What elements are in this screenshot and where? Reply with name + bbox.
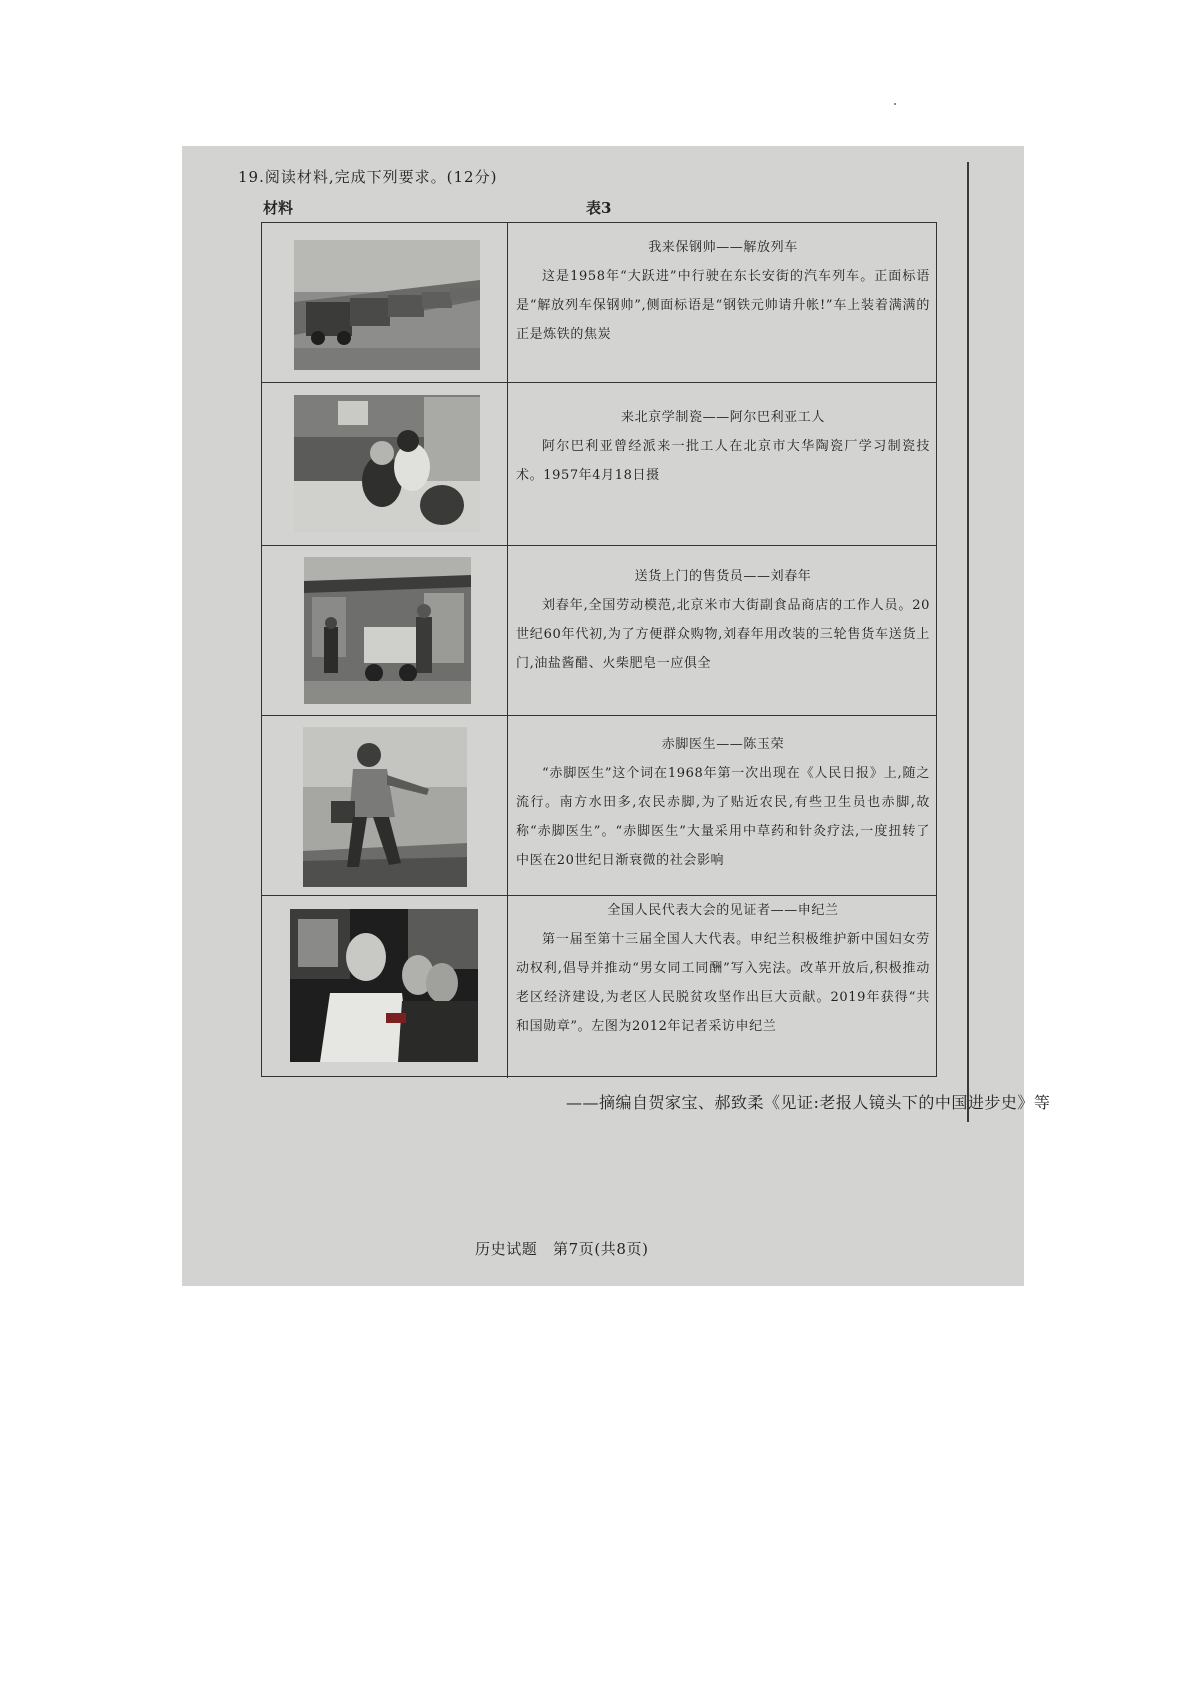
row-body: 这是1958年“大跃进”中行驶在东长安街的汽车列车。正面标语是“解放列车保钢帅”,侧面标语是“钢铁元帅请升帐!”车上装着满满的正是炼铁的焦炭 [516,269,930,342]
row-title: 全国人民代表大会的见证者——申纪兰 [607,903,839,918]
barefoot-doctor-photo [303,727,467,887]
page-margin-rule [967,162,969,1122]
text-cell [516,223,930,382]
interview-photo [290,909,478,1062]
table-row [262,223,936,383]
table-row [262,383,936,546]
row-body: “赤脚医生”这个词在1968年第一次出现在《人民日报》上,随之流行。南方水田多,农民赤脚,为了贴近农民,有些卫生员也赤脚,故称“赤脚医生”。“赤脚医生”大量采用中草药和针灸疗法,一度扭转了中医在20世纪日渐衰微的社会影响 [516,766,930,868]
source-citation: ——摘编自贺家宝、郝致柔《见证:老报人镜头下的中国进步史》等 [566,1093,1051,1112]
row-body: 第一届至第十三届全国人大代表。申纪兰积极维护新中国妇女劳动权利,倡导并推动“男女同工同酬”写入宪法。改革开放后,积极推动老区经济建设,为老区人民脱贫攻坚作出巨大贡献。2019年获得“共和国勋章”。左图为2012年记者采访申纪兰 [516,932,930,1034]
table-row [262,546,936,716]
row-body: 刘春年,全国劳动模范,北京米市大街副食品商店的工作人员。20世纪60年代初,为了方便群众购物,刘春年用改装的三轮售货车送货上门,油盐酱醋、火柴肥皂一应俱全 [516,598,930,671]
text-cell [516,383,930,545]
table-row [262,896,936,1078]
row-title: 来北京学制瓷——阿尔巴利亚工人 [620,410,825,425]
table-label: 表3 [586,199,612,217]
row-title: 赤脚医生——陈玉荣 [661,737,785,752]
row-title: 我来保钢帅——解放列车 [648,240,798,255]
row-body: 阿尔巴利亚曾经派来一批工人在北京市大华陶瓷厂学习制瓷技术。1957年4月18日摄 [516,439,930,483]
tricycle-vendor-photo [304,557,471,704]
page-footer: 历史试题 第7页(共8页) [475,1240,649,1258]
material-label: 材料 [263,199,294,217]
text-cell [516,896,930,1078]
photo-cell [262,896,508,1078]
text-cell [516,546,930,715]
photo-cell [262,383,508,545]
photo-cell [262,716,508,895]
table-row [262,716,936,896]
scan-speck [894,103,896,105]
photo-cell [262,223,508,382]
text-cell [516,716,930,895]
truck-convoy-photo [294,240,480,370]
porcelain-workers-photo [294,395,480,532]
photo-cell [262,546,508,715]
material-table [261,222,937,1077]
question-title: 19.阅读材料,完成下列要求。(12分) [238,168,498,186]
row-title: 送货上门的售货员——刘春年 [634,569,812,584]
